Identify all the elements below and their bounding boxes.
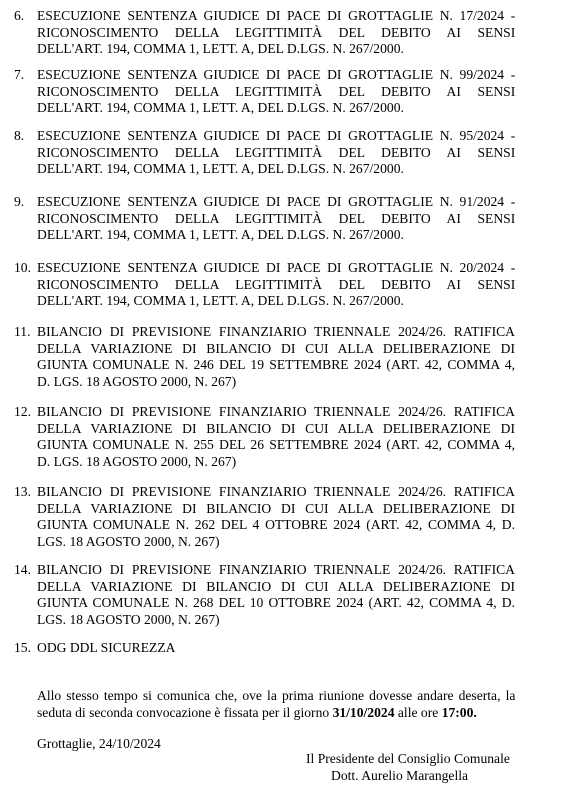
notice-text: alle ore: [394, 704, 442, 720]
agenda-item-7: [14, 67, 515, 117]
item-text: [37, 484, 515, 550]
item-line: ESECUZIONE SENTENZA GIUDICE DI PACE DI GROTTAGLIE N. 20/2024 -: [37, 260, 516, 275]
item-line: RICONOSCIMENTO DELLA LEGITTIMITÀ DEL DEBITO AI SENSI: [37, 210, 516, 226]
item-text: [37, 562, 515, 628]
item-line: LGS. 18 AGOSTO 2000, N. 267): [37, 611, 220, 627]
item-line: BILANCIO DI PREVISIONE FINANZIARIO TRIENNALE 2024/26. RATIFICA: [37, 404, 515, 419]
item-number: 14.: [14, 562, 31, 577]
agenda-item-10: [14, 260, 515, 310]
item-number: 10.: [14, 260, 31, 275]
item-line: ESECUZIONE SENTENZA GIUDICE DI PACE DI GROTTAGLIE N. 99/2024 -: [37, 67, 516, 82]
item-number: 13.: [14, 484, 31, 499]
item-line: DELLA VARIAZIONE DI BILANCIO DI CUI ALLA DELIBERAZIONE DI: [37, 578, 515, 594]
item-line: RICONOSCIMENTO DELLA LEGITTIMITÀ DEL DEBITO AI SENSI: [37, 144, 516, 160]
item-text: [37, 194, 515, 244]
agenda-item-8: [14, 128, 515, 178]
agenda-item-6: [14, 8, 515, 58]
item-line: LGS. 18 AGOSTO 2000, N. 267): [37, 533, 220, 549]
item-line: DELL'ART. 194, COMMA 1, LETT. A, DEL D.LGS. N. 267/2000.: [37, 293, 404, 309]
agenda-item-11: [14, 324, 515, 390]
item-line: RICONOSCIMENTO DELLA LEGITTIMITÀ DEL DEBITO AI SENSI: [37, 83, 516, 99]
item-text: [37, 128, 515, 178]
item-line: RICONOSCIMENTO DELLA LEGITTIMITÀ DEL DEBITO AI SENSI: [37, 276, 516, 292]
item-number: 11.: [14, 324, 31, 339]
second-convocation-date: 31/10/2024: [332, 704, 395, 720]
signer-title: Il Presidente del Consiglio Comunale: [306, 751, 510, 766]
item-line: GIUNTA COMUNALE N. 246 DEL 19 SETTEMBRE 2024 (ART. 42, COMMA 4,: [37, 357, 515, 373]
item-text: [37, 8, 515, 58]
second-convocation-time: 17:00.: [441, 704, 477, 720]
agenda-item-13: [14, 484, 515, 550]
item-line: ESECUZIONE SENTENZA GIUDICE DI PACE DI GROTTAGLIE N. 17/2024 -: [37, 8, 516, 23]
item-line: DELL'ART. 194, COMMA 1, LETT. A, DEL D.LGS. N. 267/2000.: [37, 41, 404, 57]
item-line: D. LGS. 18 AGOSTO 2000, N. 267): [37, 453, 237, 469]
item-line: RICONOSCIMENTO DELLA LEGITTIMITÀ DEL DEBITO AI SENSI: [37, 24, 516, 40]
item-number: 6.: [14, 8, 25, 23]
item-number: 15.: [14, 640, 31, 655]
item-line: DELL'ART. 194, COMMA 1, LETT. A, DEL D.LGS. N. 267/2000.: [37, 100, 404, 116]
item-line: GIUNTA COMUNALE N. 262 DEL 4 OTTOBRE 2024 (ART. 42, COMMA 4, D.: [37, 517, 515, 533]
item-line: DELLA VARIAZIONE DI BILANCIO DI CUI ALLA DELIBERAZIONE DI: [37, 420, 515, 436]
item-line: BILANCIO DI PREVISIONE FINANZIARIO TRIENNALE 2024/26. RATIFICA: [37, 484, 515, 499]
notice-text: seduta di seconda convocazione è fissata per il giorno: [37, 704, 333, 720]
item-line: DELL'ART. 194, COMMA 1, LETT. A, DEL D.LGS. N. 267/2000.: [37, 161, 404, 177]
agenda-item-14: [14, 562, 515, 628]
notice-line-1: Allo stesso tempo si comunica che, ove la prima riunione dovesse andare deserta, la: [37, 688, 516, 703]
item-line: GIUNTA COMUNALE N. 268 DEL 10 OTTOBRE 2024 (ART. 42, COMMA 4, D.: [37, 595, 515, 611]
notice-line-2: [37, 705, 515, 722]
item-line: ESECUZIONE SENTENZA GIUDICE DI PACE DI GROTTAGLIE N. 95/2024 -: [37, 128, 516, 143]
item-text: [37, 324, 515, 390]
item-text: [37, 404, 515, 470]
item-line: BILANCIO DI PREVISIONE FINANZIARIO TRIENNALE 2024/26. RATIFICA: [37, 562, 515, 577]
agenda-item-12: [14, 404, 515, 470]
signature-block: [306, 751, 516, 784]
item-number: 9.: [14, 194, 25, 209]
place-and-date: Grottaglie, 24/10/2024: [37, 736, 161, 751]
item-line: ODG DDL SICUREZZA: [37, 640, 176, 655]
convocation-notice: [37, 688, 515, 721]
item-line: DELLA VARIAZIONE DI BILANCIO DI CUI ALLA DELIBERAZIONE DI: [37, 340, 515, 356]
item-text: [37, 640, 515, 657]
agenda-item-9: [14, 194, 515, 244]
item-number: 7.: [14, 67, 25, 82]
item-text: [37, 67, 515, 117]
item-line: ESECUZIONE SENTENZA GIUDICE DI PACE DI GROTTAGLIE N. 91/2024 -: [37, 194, 516, 209]
agenda-item-15: [14, 640, 515, 657]
signer-name: Dott. Aurelio Marangella: [331, 767, 469, 783]
item-text: [37, 260, 515, 310]
item-line: D. LGS. 18 AGOSTO 2000, N. 267): [37, 373, 237, 389]
item-line: DELL'ART. 194, COMMA 1, LETT. A, DEL D.LGS. N. 267/2000.: [37, 227, 404, 243]
item-number: 12.: [14, 404, 31, 419]
item-number: 8.: [14, 128, 25, 143]
item-line: GIUNTA COMUNALE N. 255 DEL 26 SETTEMBRE 2024 (ART. 42, COMMA 4,: [37, 437, 515, 453]
item-line: BILANCIO DI PREVISIONE FINANZIARIO TRIENNALE 2024/26. RATIFICA: [37, 324, 515, 339]
item-line: DELLA VARIAZIONE DI BILANCIO DI CUI ALLA DELIBERAZIONE DI: [37, 500, 515, 516]
